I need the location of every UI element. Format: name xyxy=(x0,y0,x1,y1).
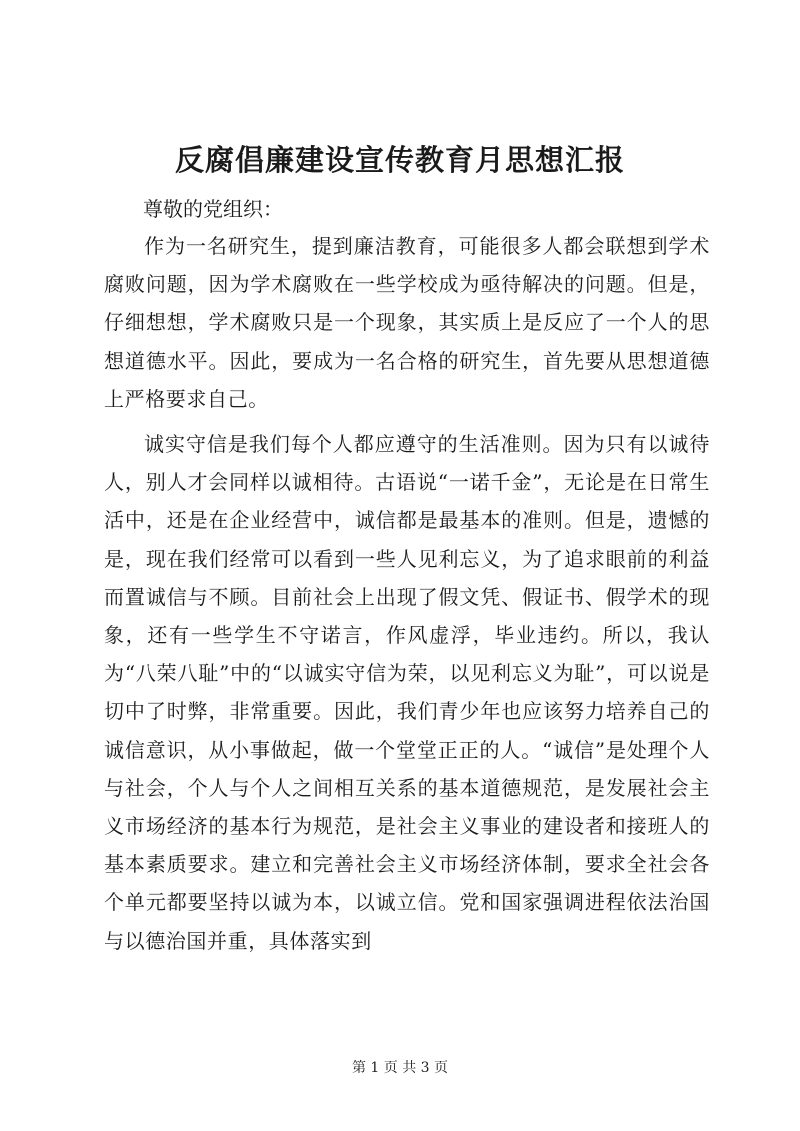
body-paragraph-2: 诚实守信是我们每个人都应遵守的生活准则。因为只有以诚待人，别人才会同样以诚相待。古语说“一诺千金”，无论是在日常生活中，还是在企业经营中，诚信都是最基本的准则。但是，遗憾的是，现在我们经常可以看到一些人见利忘义，为了追求眼前的利益而置诚信与不顾。目前社会上出现了假文凭、假证书、假学术的现象，还有一些学生不守诺言，作风虚浮，毕业违约。所以，我认为“八荣八耻”中的“以诚实守信为荣，以见利忘义为耻”，可以说是切中了时弊，非常重要。因此，我们青少年也应该努力培养自己的诚信意识，从小事做起，做一个堂堂正正的人。“诚信”是处理个人与社会，个人与个人之间相互关系的基本道德规范，是发展社会主义市场经济的基本行为规范，是社会主义事业的建设者和接班人的基本素质要求。建立和完善社会主义市场经济体制，要求全社会各个单元都要坚持以诚为本，以诚立信。党和国家强调进程依法治国与以德治国并重，具体落实到 xyxy=(104,432,710,953)
page-footer: 第 1 页 共 3 页 xyxy=(351,1060,449,1076)
greeting-line: 尊敬的党组织： xyxy=(143,197,283,221)
document-title: 反腐倡廉建设宣传教育月思想汇报 xyxy=(174,143,625,177)
document-body xyxy=(104,227,710,960)
body-paragraph-1: 作为一名研究生，提到廉洁教育，可能很多人都会联想到学术腐败问题，因为学术腐败在一些学校成为亟待解决的问题。但是，仔细想想，学术腐败只是一个现象，其实质上是反应了一个人的思想道德水平。因此，要成为一名合格的研究生，首先要从思想道德上严格要求自己。 xyxy=(104,234,710,411)
